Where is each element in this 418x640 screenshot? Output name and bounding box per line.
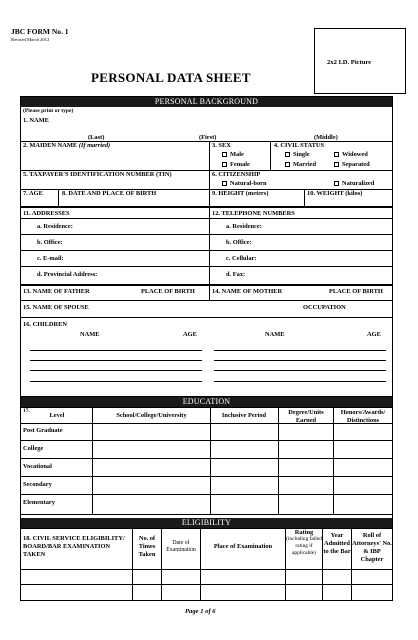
child-line[interactable] (214, 381, 386, 382)
form-number: JBC FORM No. 1 (11, 27, 69, 36)
maiden-name-field[interactable] (22, 151, 208, 168)
education-row-label: Elementary (23, 499, 55, 506)
page-number: Page 1 of 6 (185, 608, 216, 615)
child-line[interactable] (30, 370, 202, 371)
civil-single-option[interactable]: Single (285, 152, 310, 158)
spouse-name-label: 15. NAME OF SPOUSE (23, 304, 89, 311)
name-field[interactable] (35, 125, 390, 134)
education-row-label: College (23, 445, 44, 452)
child-line[interactable] (214, 350, 386, 351)
father-name-label: 13. NAME OF FATHER (23, 288, 90, 295)
checkbox[interactable] (285, 152, 290, 157)
name-label: 1. NAME (23, 117, 49, 124)
sex-female-option[interactable]: Female (222, 162, 250, 168)
address-email-label: c. E-mail: (37, 255, 64, 262)
checkbox[interactable] (334, 162, 339, 167)
education-school-header: School/College/University (116, 412, 187, 419)
checkbox[interactable] (334, 152, 339, 157)
civil-separated-option[interactable]: Separated (334, 162, 370, 168)
checkbox[interactable] (222, 181, 227, 186)
personal-background-header: PERSONAL BACKGROUND (21, 97, 392, 107)
middle-label: (Middle) (314, 134, 338, 141)
addresses-label: 11. ADDRESSES (23, 210, 70, 217)
child-line[interactable] (214, 360, 386, 361)
revised-note: Revised March 2012 (11, 37, 50, 42)
weight-label: 10. WEIGHT (kilos) (307, 190, 363, 197)
checkbox[interactable] (222, 152, 227, 157)
civil-widowed-option[interactable]: Widowed (334, 152, 368, 158)
phone-residence-label: a. Residence: (226, 223, 262, 230)
photo-box[interactable] (314, 28, 406, 94)
eligibility-year-header: Year Admitted to the Bar (323, 532, 351, 555)
eligibility-place-header: Place of Examination (213, 543, 273, 550)
education-row-label: Secondary (23, 481, 52, 488)
children-label: 16. CHILDREN (23, 321, 68, 328)
eligibility-exam-header: 18. CIVIL SERVICE ELIGIBILITY/ BOARD/BAR EXAMINATION TAKEN (23, 535, 125, 558)
education-period-header: Inclusive Period (221, 412, 267, 419)
height-label: 9. HEIGHT (meters) (212, 190, 269, 197)
citizenship-label: 6. CITIZENSHIP (212, 171, 261, 178)
address-office-label: b. Office: (37, 239, 63, 246)
photo-label: 2x2 I.D. Picture (327, 59, 372, 66)
checkbox[interactable] (334, 181, 339, 186)
tin-field[interactable] (22, 179, 208, 188)
education-row-label: Post Graduate (23, 427, 63, 434)
eligibility-roll-header: Roll of Attorneys' No. & IBP Chapter (352, 532, 392, 563)
eligibility-header: ELIGIBILITY (21, 518, 392, 528)
mother-name-label: 14. NAME OF MOTHER (212, 288, 283, 295)
phone-cellular-label: c. Cellular: (226, 255, 257, 262)
citizenship-natural-born-option[interactable]: Natural-born (222, 181, 267, 187)
last-label: (Last) (88, 134, 105, 141)
education-header: EDUCATION (21, 397, 392, 407)
child-line[interactable] (30, 350, 202, 351)
education-number: 17. (23, 408, 30, 414)
child-line[interactable] (30, 381, 202, 382)
education-degree-header: Degree/Units Earned (288, 409, 324, 424)
child-age-header: AGE (183, 331, 197, 338)
child-age-header-2: AGE (367, 331, 381, 338)
tin-label: 5. TAXPAYER'S IDENTIFICATION NUMBER (TIN) (23, 171, 172, 178)
sex-label: 3. SEX (212, 142, 231, 149)
telephone-label: 12. TELEPHONE NUMBERS (212, 210, 295, 217)
child-line[interactable] (214, 370, 386, 371)
father-birthplace-label: PLACE OF BIRTH (141, 288, 195, 295)
eligibility-date-header: Date of Examination (166, 540, 196, 553)
child-name-header-2: NAME (265, 331, 285, 338)
print-note: (Please print or type) (23, 108, 74, 114)
civil-status-label: 4. CIVIL STATUS (274, 142, 325, 149)
maiden-name-label: 2. MAIDEN NAME (If married) (23, 142, 111, 149)
mother-birthplace-label: PLACE OF BIRTH (329, 288, 383, 295)
child-line[interactable] (30, 360, 202, 361)
phone-office-label: b. Office: (226, 239, 252, 246)
education-honors-header: Honors/Awards/ Distinctions (340, 409, 386, 424)
civil-married-option[interactable]: Married (285, 162, 316, 168)
education-row-label: Vocational (23, 463, 52, 470)
address-provincial-label: d. Provincial Address: (37, 271, 98, 278)
date-place-birth-label: 8. DATE AND PLACE OF BIRTH (62, 190, 157, 197)
page-title: PERSONAL DATA SHEET (91, 70, 251, 85)
checkbox[interactable] (222, 162, 227, 167)
phone-fax-label: d. Fax: (226, 271, 246, 278)
checkbox[interactable] (285, 162, 290, 167)
child-name-header: NAME (80, 331, 100, 338)
eligibility-rating-header: Rating (including failed rating if applicable) (286, 529, 322, 556)
citizenship-naturalized-option[interactable]: Naturalized (334, 181, 374, 187)
occupation-label: OCCUPATION (303, 304, 346, 311)
address-residence-label: a. Residence: (37, 223, 73, 230)
eligibility-times-header: No. of Times Taken (138, 535, 156, 558)
age-label: 7. AGE (23, 190, 43, 197)
sex-male-option[interactable]: Male (222, 152, 244, 158)
first-label: (First) (199, 134, 217, 141)
education-level-header: Level (49, 412, 65, 419)
